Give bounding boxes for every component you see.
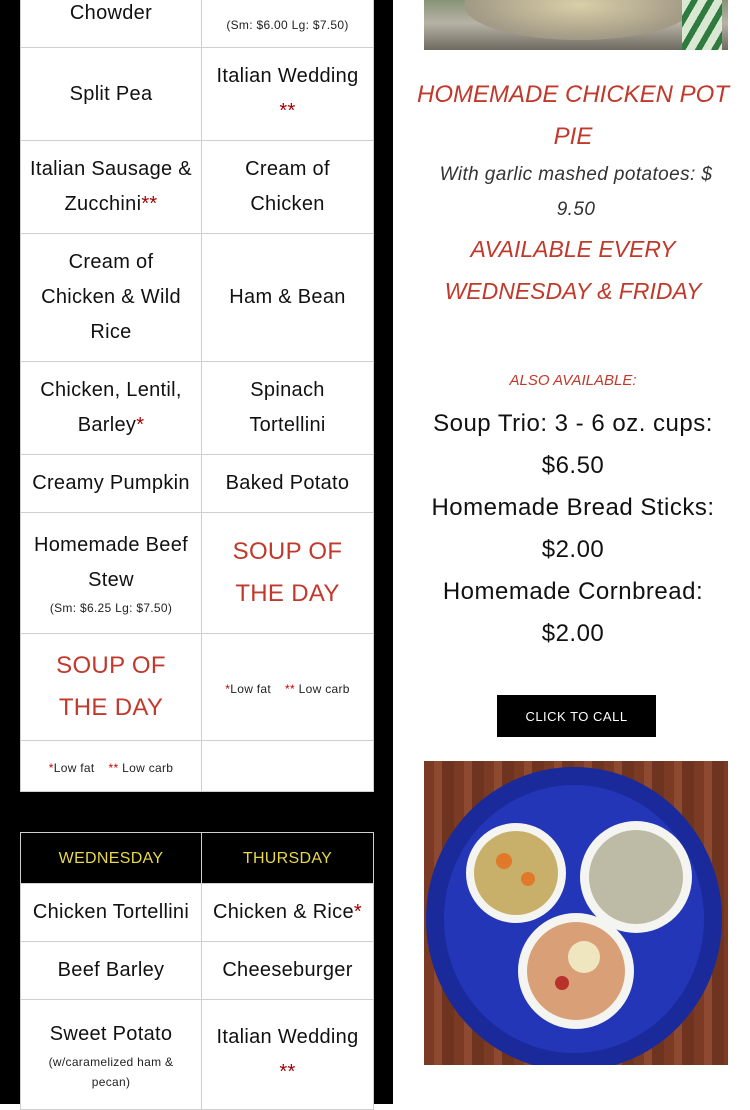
soup-name: Creamy Pumpkin <box>32 472 190 494</box>
table-row <box>21 362 374 455</box>
soup-name: Italian Wedding <box>216 1025 359 1048</box>
soup-trio-photo <box>424 761 728 1065</box>
soup-name: Beef Barley <box>57 959 165 981</box>
soup-name: Italian Sausage & Zucchini <box>30 158 192 215</box>
day-header-wednesday: WEDNESDAY <box>21 833 202 884</box>
table-header-row <box>21 833 374 884</box>
soup-name: Spinach Tortellini <box>249 379 326 436</box>
low-carb-label: Low carb <box>122 760 174 775</box>
table-row <box>21 0 374 48</box>
soup-cell <box>202 141 374 234</box>
legend-cell <box>21 741 202 792</box>
low-carb-mark: ** <box>141 193 158 215</box>
soup-name: Cream of Chicken & Wild Rice <box>41 251 181 343</box>
soup-cell <box>202 942 374 1000</box>
promo-subtitle: With garlic mashed potatoes: $ 9.50 <box>439 164 713 220</box>
low-fat-mark: * <box>48 760 54 775</box>
legend <box>225 682 349 696</box>
soup-name: Cheeseburger <box>222 959 353 981</box>
table-row <box>21 513 374 634</box>
low-carb-mark: ** <box>279 100 296 122</box>
soup-bottom <box>527 922 625 1020</box>
soup-right <box>589 830 683 924</box>
soup-name: Chowder <box>69 1 153 24</box>
low-fat-label: Low fat <box>230 681 272 696</box>
soup-name: Cream of Chicken <box>245 158 330 215</box>
soup-name: Sweet Potato <box>49 1023 173 1045</box>
soup-cell <box>202 362 374 455</box>
placemat-pattern <box>682 0 722 50</box>
table-row <box>21 884 374 942</box>
promo-availability: AVAILABLE EVERY WEDNESDAY & FRIDAY <box>444 236 702 304</box>
low-carb-mark: ** <box>285 681 295 696</box>
low-fat-label: Low fat <box>53 760 95 775</box>
soup-cell <box>202 48 374 141</box>
soup-left <box>474 831 558 915</box>
soup-cell <box>21 48 202 141</box>
soup-cell <box>21 942 202 1000</box>
soup-cell <box>21 513 202 634</box>
soup-of-the-day: SOUP OF THE DAY <box>56 652 166 721</box>
soup-name: Split Pea <box>69 82 153 105</box>
legend <box>49 761 173 775</box>
low-carb-mark: ** <box>108 760 119 775</box>
soup-cell <box>202 0 374 48</box>
soup-name: Italian Wedding <box>216 65 359 87</box>
promo-column <box>393 0 750 1104</box>
soup-table-1 <box>20 0 374 792</box>
table-row <box>21 634 374 741</box>
table-row <box>21 741 374 792</box>
cheese <box>568 941 600 973</box>
soup-cell <box>202 513 374 634</box>
extra-item-bread-sticks: Homemade Bread Sticks: $2.00 <box>431 494 715 563</box>
click-to-call-button[interactable]: CLICK TO CALL <box>497 695 656 737</box>
soup-cell <box>21 455 202 513</box>
soup-trio-image <box>424 761 728 1065</box>
table-row <box>21 1000 374 1110</box>
soup-name: Chicken & Rice <box>212 901 354 923</box>
low-carb-label: Low carb <box>298 681 350 696</box>
empty-cell <box>202 741 374 792</box>
low-fat-mark: * <box>353 901 362 923</box>
low-carb-mark: ** <box>279 1060 296 1083</box>
soup-note: (w/caramelized ham & pecan) <box>48 1055 174 1089</box>
soup-table-2 <box>20 832 374 1110</box>
pot-pie-photo <box>424 0 728 50</box>
soup-cell <box>21 362 202 455</box>
extra-item-cornbread: Homemade Cornbread: $2.00 <box>442 578 704 647</box>
soup-cell <box>202 455 374 513</box>
soup-name: Homemade Beef Stew <box>34 534 188 591</box>
pot-pie-image <box>464 0 694 40</box>
tomato <box>555 976 569 990</box>
table-row <box>21 48 374 141</box>
legend-cell <box>202 634 374 741</box>
soup-cell <box>21 1000 202 1110</box>
soup-cell <box>202 234 374 362</box>
soup-name: Baked Potato <box>225 472 350 494</box>
soup-cell <box>21 634 202 741</box>
soup-cell <box>202 884 374 942</box>
price-note: (Sm: $6.25 Lg: $7.50) <box>49 601 173 615</box>
soup-of-the-day: SOUP OF THE DAY <box>232 538 343 607</box>
table-row <box>21 141 374 234</box>
price-note: (Sm: $6.00 Lg: $7.50) <box>226 18 349 32</box>
carrot <box>496 853 512 869</box>
extra-item-soup-trio: Soup Trio: 3 - 6 oz. cups: $6.50 <box>433 410 713 479</box>
low-fat-mark: * <box>225 681 231 696</box>
soup-cell <box>21 0 202 48</box>
soup-name: Chicken, Lentil, Barley <box>40 379 182 436</box>
soup-name: Chicken Tortellini <box>32 901 190 923</box>
carrot <box>521 872 535 886</box>
table-row <box>21 234 374 362</box>
soup-cell <box>21 884 202 942</box>
promo-title: HOMEMADE CHICKEN POT PIE <box>416 81 730 150</box>
also-available-label: ALSO AVAILABLE: <box>509 372 637 389</box>
soup-cell <box>202 1000 374 1110</box>
low-fat-mark: * <box>136 414 145 436</box>
soup-name: Ham & Bean <box>229 286 346 308</box>
table-row <box>21 455 374 513</box>
soup-cell <box>21 141 202 234</box>
day-header-thursday: THURSDAY <box>202 833 374 884</box>
soup-cell <box>21 234 202 362</box>
table-row <box>21 942 374 1000</box>
